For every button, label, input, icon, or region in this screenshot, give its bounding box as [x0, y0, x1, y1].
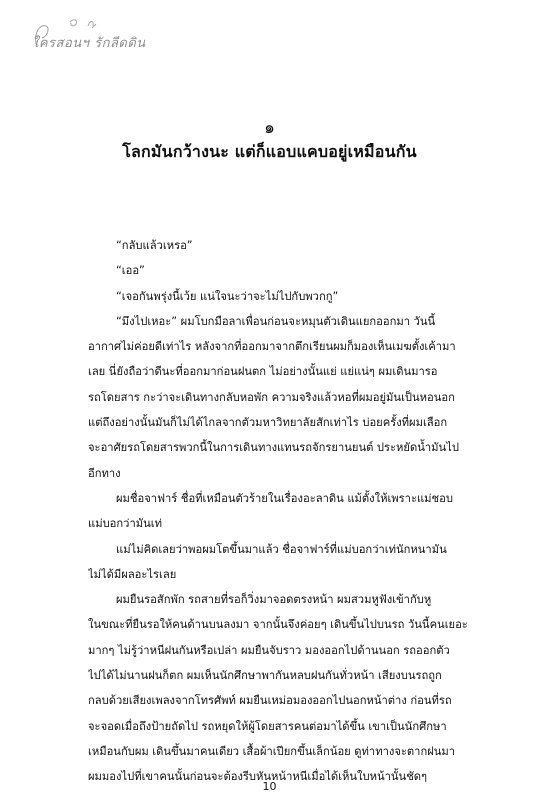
- body-line: อากาศไม่ค่อยดีเท่าไร หลังจากที่ออกมาจากตึกเรียนผมก็มองเห็นเมฆตั้งเค้ามา: [88, 340, 456, 354]
- body-line: จะอาศัยรถโดยสารพวกนี้ในการเดินทางแทนรถจักรยานยนต์ ประหยัดน้ำมันไป: [88, 441, 459, 455]
- body-line: เหมือนกับผม เดินขึ้นมาคนเดียว เสื้อผ้าเปียกขึ้นเล็กน้อย ดูท่าทางจะตากฝนมา: [88, 744, 456, 758]
- body-line: ไปได้ไม่นานฝนก็ตก ผมเห็นนักศึกษาพากันหลบฝนกันทั่วหน้า เสียงบนรถถูก: [88, 669, 442, 683]
- body-line: มากๆ ไม่รู้ว่าหนีฝนกันหรือเปล่า ผมยืนจับราว มองออกไปด้านนอก รถออกตัว: [88, 643, 450, 657]
- body-line: “มึงไปเหอะ” ผมโบกมือลาเพื่อนก่อนจะหมุนตัวเดินแยกออกมา วันนี้: [116, 314, 436, 328]
- body-line: ผมยืนรอสักพัก รถสายที่รอก็วิ่งมาจอดตรงหน้า ผมสวมหูฟังเข้ากับหู: [116, 593, 432, 607]
- body-line: แต่ถึงอย่างนั้นมันก็ไม่ได้ไกลจากตัวมหาวิทยาลัยสักเท่าไร บ่อยครั้งที่ผมเลือก: [88, 416, 448, 430]
- body-line: แม่บอกว่ามันเท่: [88, 517, 162, 531]
- logo-text: ใครสอนฯ รักลีดดิน: [32, 36, 146, 51]
- page-number: 10: [262, 780, 277, 793]
- body-line: ผมชื่อจาฟาร์ ชื่อที่เหมือนตัวร้ายในเรื่องอะลาดิน แม้ตั้งให้เพราะแม่ชอบ: [116, 491, 453, 505]
- chapter-number: ๑: [264, 118, 275, 138]
- body-line: ในขณะที่ยืนรอให้คนด้านบนลงมา จากนั้นจึงค่อยๆ เดินขึ้นไปบนรถ วันนี้คนเยอะ: [88, 618, 468, 632]
- chapter-title: โลกมันกว้างนะ แต่ก็แอบแคบอยู่เหมือนกัน: [122, 142, 417, 161]
- body-line: รถโดยสาร กะว่าจะเดินทางกลับหอพัก ความจริงแล้วหอที่ผมอยู่มันเป็นหอนอก: [88, 390, 455, 404]
- body-line: ไม่ได้มีผลอะไรเลย: [88, 567, 177, 581]
- body-line: “เออ”: [116, 264, 145, 278]
- body-text: [88, 233, 477, 790]
- body-line: แม่ไม่คิดเลยว่าพอผมโตขึ้นมาแล้ว ชื่อจาฟาร์ที่แม่บอกว่าเท่นักหนามัน: [116, 542, 447, 556]
- body-line: ผมมองไปที่เขาคนนั้นก่อนจะต้องรีบหันหน้าหนีเมื่อได้เห็นใบหน้านั้นชัดๆ: [88, 770, 428, 784]
- body-line: “กลับแล้วเหรอ”: [116, 239, 193, 252]
- body-line: เลย นี่ยังถือว่าดีนะที่ออกมาก่อนฝนตก ไม่อย่างนั้นแย่ แย่แน่ๆ ผมเดินมารอ: [88, 365, 438, 379]
- body-line: จะจอดเมื่อถึงป้ายถัดไป รถหยุดให้ผู้โดยสารคนต่อมาได้ขึ้น เขาเป็นนักศึกษา: [88, 719, 447, 733]
- header-logo: [30, 14, 180, 54]
- body-line: “เจอกันพรุ่งนี้เว้ย แน่ใจนะว่าจะไม่ไปกับพวกกู”: [116, 289, 339, 303]
- body-line: กลบด้วยเสียงเพลงจากโทรศัพท์ ผมยืนเหม่อมองออกไปนอกหน้าต่าง ก่อนที่รถ: [88, 694, 452, 708]
- body-line: อีกทาง: [88, 466, 121, 480]
